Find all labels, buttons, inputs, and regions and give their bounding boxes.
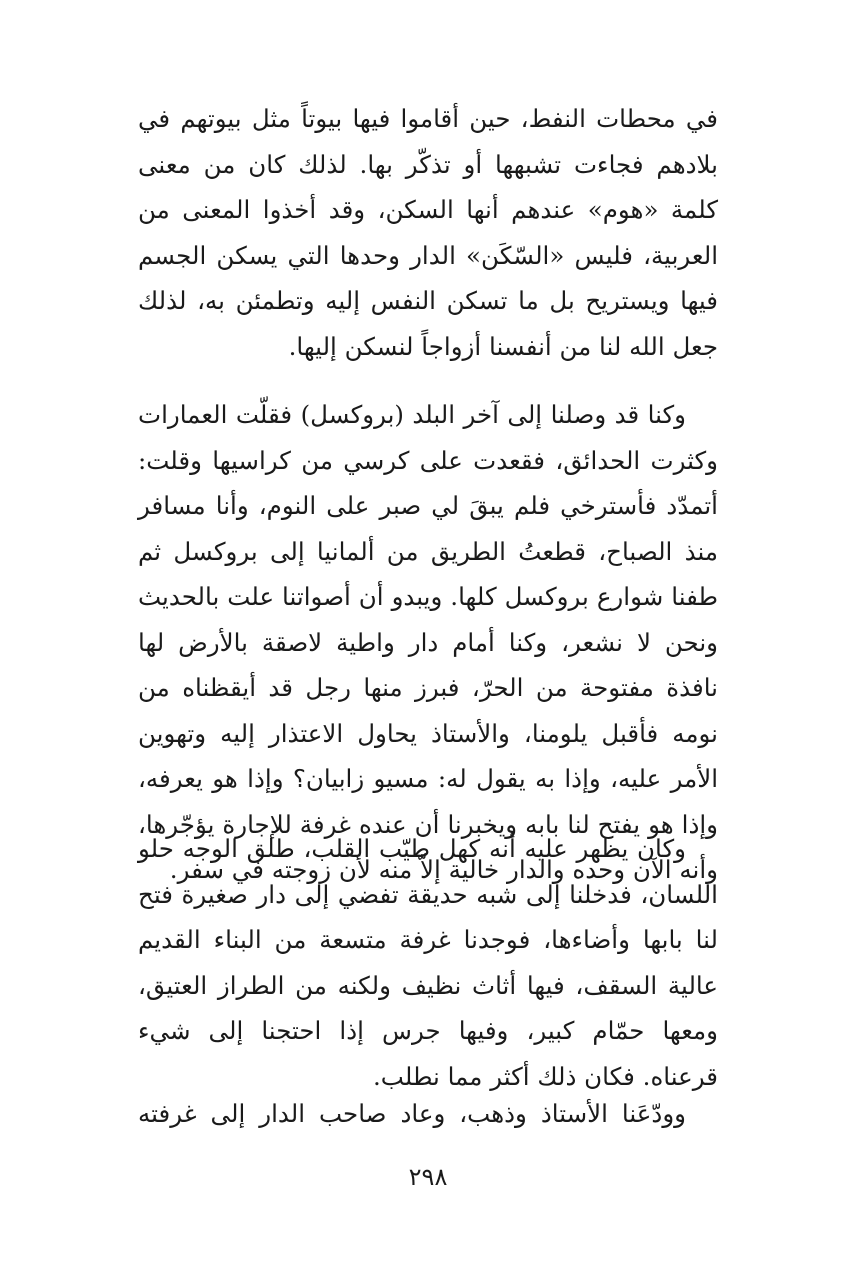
paragraph-continuation: في محطات النفط، حين أقاموا فيها بيوتاً مثل بيوتهم في بلادهم فجاءت تشبهها أو تذكّر بها. لذلك كان من معنى كلمة «هوم» عندهم أنها السكن، وقد أخذوا المعنى من العربية، فليس «السّكَن» الدار وحدها التي يسكن الجسم فيها ويستريح بل ما تسكن النفس إليه وتطمئن به، لذلك جعل الله لنا من أنفسنا أزواجاً لنسكن إليها.	[138, 104, 718, 361]
page-number: ٢٩٨	[408, 1163, 448, 1191]
paragraph-room-description: وكان يظهر عليه أنه كهل طيّب القلب، طلق الوجه حلو اللسان، فدخلنا إلى شبه حديقة تفضي إلى دار صغيرة فتح لنا بابها وأضاءها، فوجدنا غرفة متسعة من البناء القديم عالية السقف، فيها أثاث نظيف ولكنه من الطراز العتيق، ومعها حمّام كبير، وفيها جرس إذا احتجنا إلى شيء قرعناه. فكان ذلك أكثر مما نطلب.	[138, 834, 718, 1091]
paragraph-arrival-brussels: وكنا قد وصلنا إلى آخر البلد (بروكسل) فقلّت العمارات وكثرت الحدائق، فقعدت على كرسي من كراسيها وقلت: أتمدّد فأسترخي فلم يبقَ لي صبر على النوم، وأنا مسافر منذ الصباح، قطعتُ الطريق من ألمانيا إلى بروكسل ثم طفنا شوارع بروكسل كلها. ويبدو أن أصواتنا علت بالحديث ونحن لا نشعر، وكنا أمام دار واطية لاصقة بالأرض لها نافذة مفتوحة من الحرّ، فبرز منها رجل قد أيقظناه من نومه فأقبل يلومنا، والأستاذ يحاول الاعتذار إليه وتهوين الأمر عليه، وإذا به يقول له: مسيو زابيان؟ وإذا هو يعرفه، وإذا هو يفتح لنا بابه ويخبرنا أن عنده غرفة للإجارة يؤجّرها، وأنه الآن وحده والدار خالية إلاّ منه لأن زوجته في سفر.	[138, 400, 718, 884]
book-page	[0, 96, 856, 1176]
paragraph-farewell: وودّعَنا الأستاذ وذهب، وعاد صاحب الدار إلى غرفته	[138, 1099, 686, 1128]
